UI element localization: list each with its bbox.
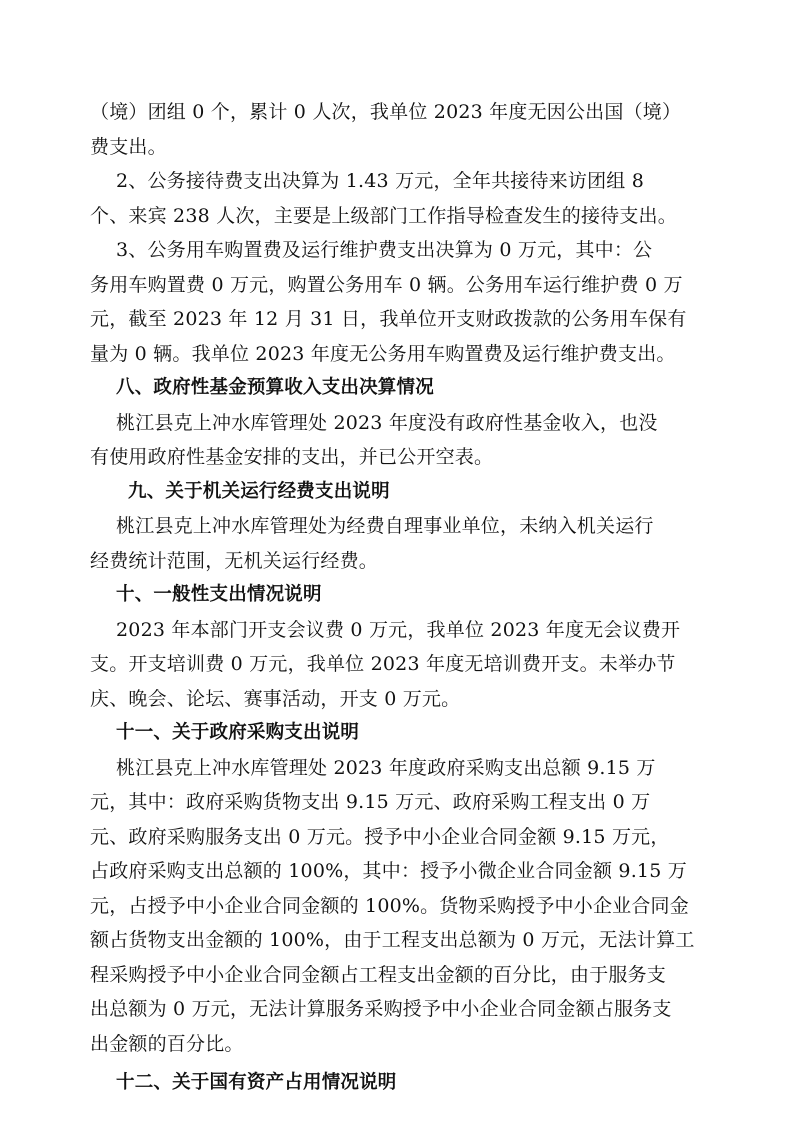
paragraph-line: 个、来宾 238 人次，主要是上级部门工作指导检查发生的接待支出。 <box>90 204 677 227</box>
paragraph-line: 经费统计范围，无机关运行经费。 <box>90 549 379 572</box>
paragraph-line: 费支出。 <box>90 135 167 158</box>
paragraph-line: 桃江县克上冲水库管理处 2023 年度政府采购支出总额 9.15 万 <box>116 756 656 779</box>
paragraph-line: 3、公务用车购置费及运行维护费支出决算为 0 万元，其中：公 <box>116 239 653 261</box>
paragraph-line: 元，占授予中小企业合同金额的 100%。货物采购授予中小企业合同金 <box>90 894 689 917</box>
paragraph-line: 支。开支培训费 0 万元，我单位 2023 年度无培训费开支。未举办节 <box>90 653 676 675</box>
paragraph-line: 出金额的百分比。 <box>90 1032 244 1055</box>
section-heading: 九、关于机关运行经费支出说明 <box>128 480 390 502</box>
paragraph-line: 2023 年本部门开支会议费 0 万元，我单位 2023 年度无会议费开 <box>116 618 681 641</box>
section-heading: 十一、关于政府采购支出说明 <box>116 722 360 743</box>
paragraph-line: 元，其中：政府采购货物支出 9.15 万元、政府采购工程支出 0 万 <box>90 791 651 813</box>
paragraph-line: 元、政府采购服务支出 0 万元。授予中小企业合同金额 9.15 万元， <box>90 825 670 848</box>
paragraph-line: 出总额为 0 万元，无法计算服务采购授予中小企业合同金额占服务支 <box>90 998 672 1020</box>
paragraph-line: 有使用政府性基金安排的支出，并已公开空表。 <box>90 446 494 468</box>
paragraph-line: 元，截至 2023 年 12 月 31 日，我单位开支财政拨款的公务用车保有 <box>90 308 687 330</box>
document-page <box>90 95 720 1101</box>
paragraph-line: 程采购授予中小企业合同金额占工程支出金额的百分比，由于服务支 <box>90 963 667 986</box>
paragraph-line: 2、公务接待费支出决算为 1.43 万元，全年共接待来访团组 8 <box>116 170 645 192</box>
section-heading: 十、一般性支出情况说明 <box>116 584 322 605</box>
section-heading: 八、政府性基金预算收入支出决算情况 <box>116 377 434 398</box>
paragraph-line: 占政府采购支出总额的 100%，其中：授予小微企业合同金额 9.15 万 <box>90 860 687 882</box>
paragraph-line: （境）团组 0 个，累计 0 人次，我单位 2023 年度无因公出国（境） <box>90 101 682 123</box>
section-heading: 十二、关于国有资产占用情况说明 <box>116 1072 397 1093</box>
paragraph-line: 桃江县克上冲水库管理处为经费自理事业单位，未纳入机关运行 <box>116 515 654 537</box>
paragraph-line: 量为 0 辆。我单位 2023 年度无公务用车购置费及运行维护费支出。 <box>90 342 676 365</box>
paragraph-line: 务用车购置费 0 万元，购置公务用车 0 辆。公务用车运行维护费 0 万 <box>90 273 683 296</box>
paragraph-line: 桃江县克上冲水库管理处 2023 年度没有政府性基金收入，也没 <box>116 411 658 434</box>
paragraph-line: 额占货物支出金额的 100%，由于工程支出总额为 0 万元，无法计算工 <box>90 929 695 951</box>
paragraph-line: 庆、晚会、论坛、赛事活动，开支 0 万元。 <box>90 687 461 710</box>
